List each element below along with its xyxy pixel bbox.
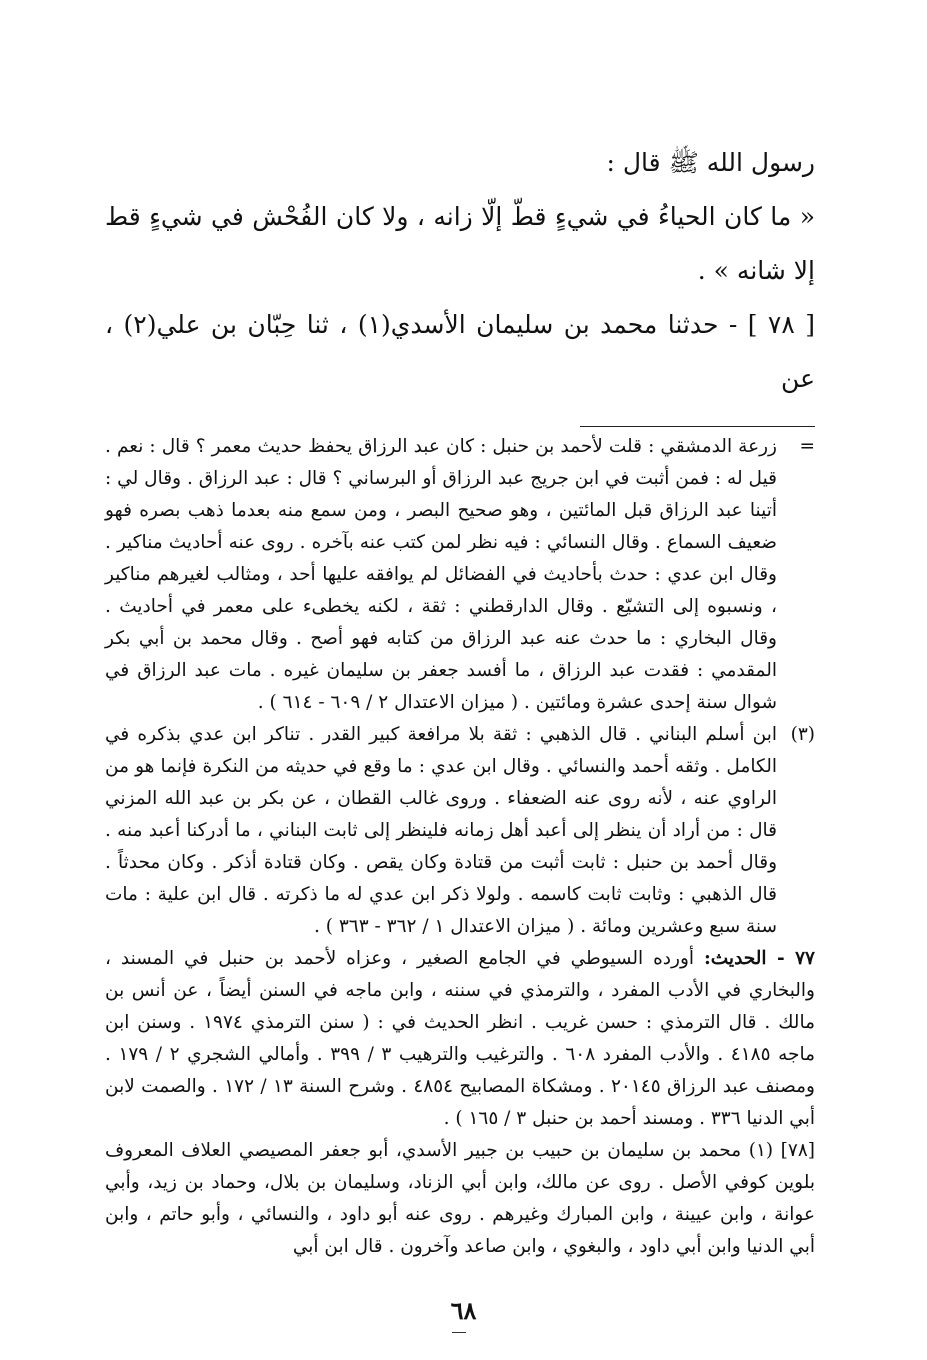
main-isnad-78: [ ٧٨ ] - حدثنا محمد بن سليمان الأسدي(١) ، ثنا حِبّان بن علي(٢) ، عن (105, 310, 815, 393)
footnote-separator (580, 426, 815, 427)
footnote-77-text: أورده السيوطي في الجامع الصغير ، وعزاه لأحمد بن حنبل في المسند ، والبخاري في الأدب المفرد ، والترمذي في سننه ، وابن ماجه في السنن أيضاً ، عن أنس بن مالك . قال الترمذي : حسن غريب . انظر الحديث في : ( سنن الترمذي ١٩٧٤ . وسنن ابن ماجه ٤١٨٥ . والأدب المفرد ٦٠٨ . والترغيب والترهيب ٣ / ٣٩٩ . وأمالي الشجري ٢ / ١٧٩ . ومصنف عبد الرزاق ٢٠١٤٥ . ومشكاة المصابيح ٤٨٥٤ . وشرح السنة ١٣ / ١٧٢ . والصمت لابن أبي الدنيا ٣٣٦ . ومسند أحمد بن حنبل ٣ / ١٦٥ ) . (105, 948, 815, 1129)
footnote-3-label: (٣) (790, 724, 815, 745)
main-text (105, 136, 815, 406)
footnote-3 (105, 719, 815, 943)
footnote-78-1-label: [٧٨] (١) (748, 1140, 815, 1161)
main-hadith-text: « ما كان الحياءُ في شيءٍ قطّ إلّا زانه ، ولا كان الفُحْش في شيءٍ قط إلا شانه » . (105, 202, 815, 285)
page-number: ٦٨ (450, 1296, 477, 1325)
footnote-continuation (105, 431, 815, 719)
footnote-3-text: ابن أسلم البناني . قال الذهبي : ثقة بلا مرافعة كبير القدر . تناكر ابن عدي بذكره في الكامل . وثقه أحمد والنسائي . وقال ابن عدي : ما وقع في حديثه من النكرة فإنما هو من الراوي عنه ، لأنه روى عنه الضعفاء . وروى غالب القطان ، عن بكر بن عبد الله المزني قال : من أراد أن ينظر إلى أعبد أهل زمانه فلينظر إلى ثابت البناني ، ما أدركنا أعبد منه . وقال أحمد بن حنبل : ثابت أثبت من قتادة وكان يقص . وكان قتادة أذكر . وكان محدثاً . قال الذهبي : وثابت ثابت كاسمه . ولولا ذكر ابن عدي له ما ذكرته . قال ابن علية : مات سنة سبع وعشرين ومائة . ( ميزان الاعتدال ١ / ٣٦٢ - ٣٦٣ ) . (105, 724, 777, 937)
footnote-77 (105, 943, 815, 1135)
page-number-dash (452, 1332, 466, 1333)
main-line-prophet: رسول الله ﷺ قال : (606, 148, 815, 177)
footnotes (105, 431, 815, 1263)
footnote-78-1-text: محمد بن سليمان بن حبيب بن جبير الأسدي، أبو جعفر المصيصي العلاف المعروف بلوين كوفي الأصل . روى عن مالك، وابن أبي الزناد، وسليمان بن بلال، وحماد بن زيد، وأبي عوانة ، وابن عيينة ، وابن المبارك وغيرهم . روى عنه أبو داود ، والنسائي ، وأبو حاتم ، وابن أبي الدنيا وابن أبي داود ، والبغوي ، وابن صاعد وآخرون . قال ابن أبي (105, 1140, 815, 1257)
footnote-continuation-text: زرعة الدمشقي : قلت لأحمد بن حنبل : كان عبد الرزاق يحفظ حديث معمر ؟ قال : نعم . قيل له : فمن أثبت في ابن جريج عبد الرزاق أو البرساني ؟ قال : عبد الرزاق . وقال لي : أتينا عبد الرزاق قبل المائتين ، وهو صحيح البصر ، ومن سمع منه بعدما ذهب بصره فهو ضعيف السماع . وقال النسائي : فيه نظر لمن كتب عنه بآخره . روى عنه أحاديث مناكير . وقال ابن عدي : حدث بأحاديث في الفضائل لم يوافقه عليها أحد ، ومثالب لغيرهم مناكير ، ونسبوه إلى التشيّع . وقال الدارقطني : ثقة ، لكنه يخطىء على معمر في أحاديث . وقال البخاري : ما حدث عنه عبد الرزاق من كتابه فهو أصح . وقال محمد بن أبي بكر المقدمي : فقدت عبد الرزاق ، ما أفسد جعفر بن سليمان غيره . مات عبد الرزاق في شوال سنة إحدى عشرة ومائتين . ( ميزان الاعتدال ٢ / ٦٠٩ - ٦١٤ ) . (105, 436, 777, 713)
book-page (105, 136, 815, 1263)
footnote-78-1 (105, 1135, 815, 1263)
continuation-marker: = (799, 436, 815, 457)
footnote-77-head: ٧٧ - الحديث: (703, 948, 815, 969)
